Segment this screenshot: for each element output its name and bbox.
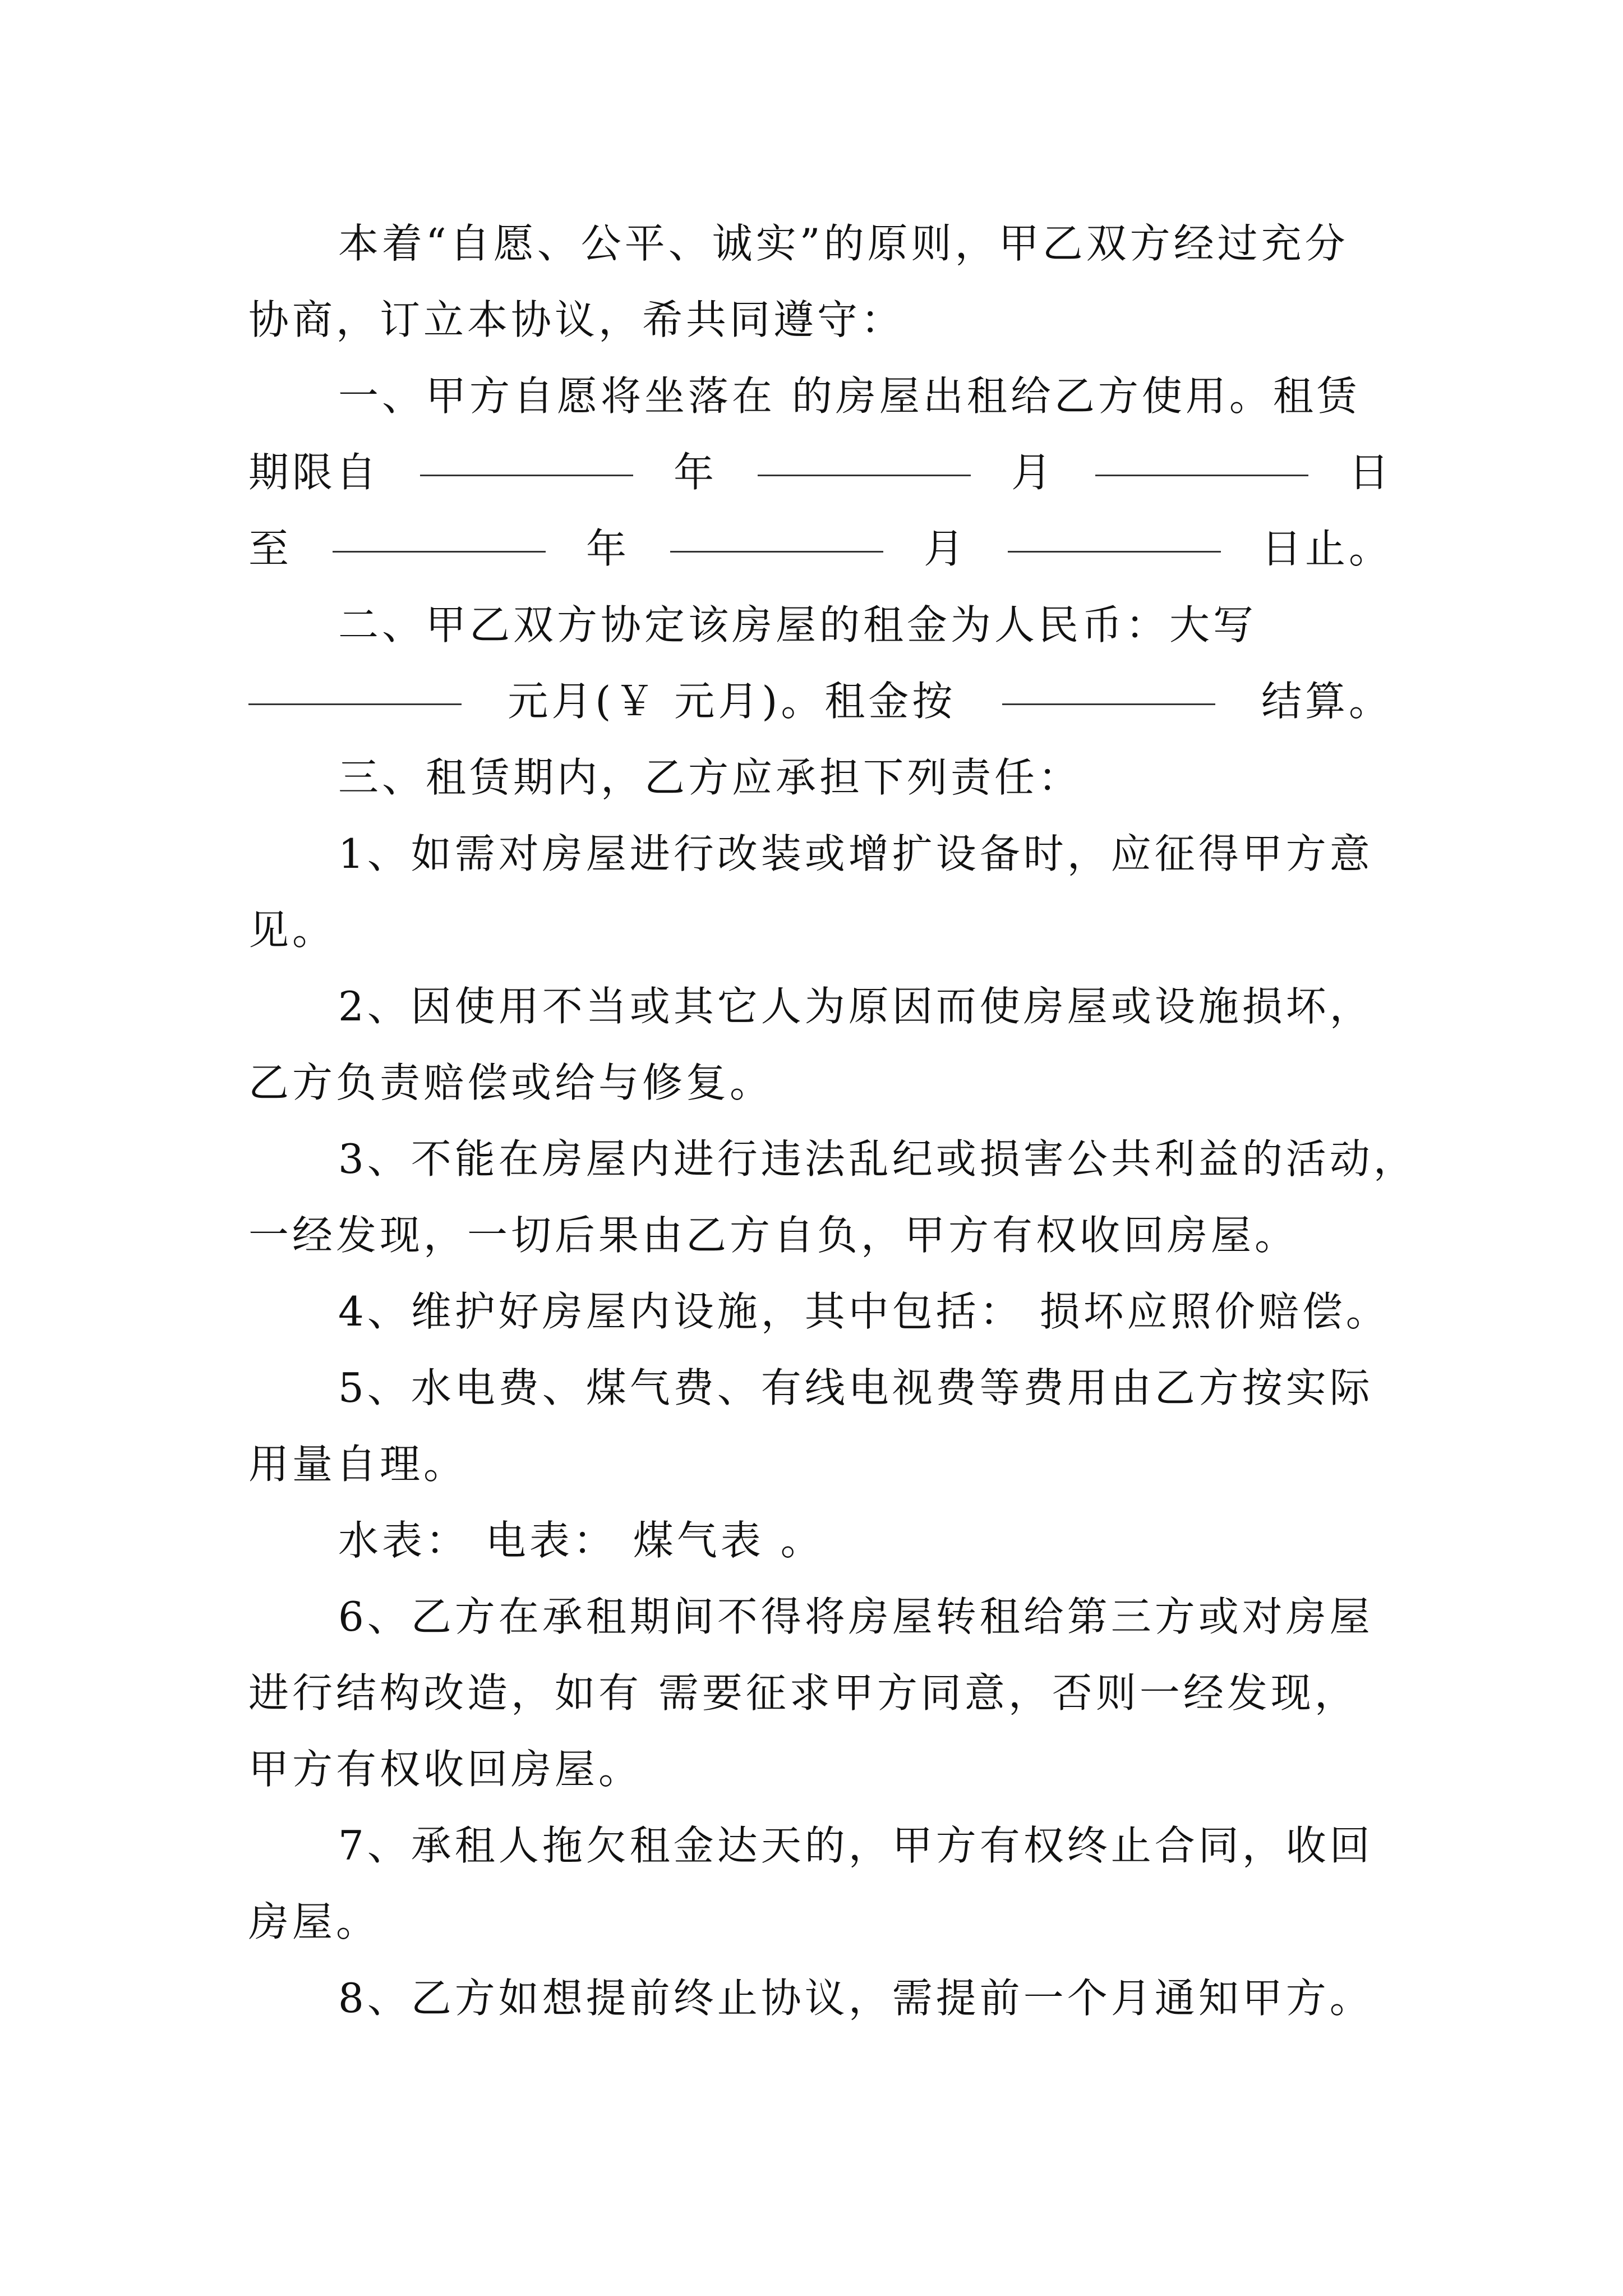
end-day-blank [1008, 510, 1221, 553]
start-month-blank [758, 434, 971, 476]
intro-line-2: 协商，订立本协议，希共同遵守： [248, 296, 905, 343]
start-year-blank [420, 434, 633, 476]
end-year-blank [333, 510, 546, 553]
rent-amount-text: 元月(￥ 元月)。租金按 [508, 678, 956, 725]
item-6-line-1: 6、乙方在承租期间不得将房屋转租给第三方或对房屋 [338, 1593, 1373, 1640]
start-year-label: 年 [673, 449, 717, 496]
end-year-label: 年 [585, 525, 630, 572]
item-8: 8、乙方如想提前终止协议，需提前一个月通知甲方。 [338, 1975, 1373, 2022]
item-1-line-1: 1、如需对房屋进行改装或增扩设备时，应征得甲方意 [338, 830, 1373, 877]
clause-1-line-2 [248, 433, 1393, 512]
item-4: 4、维护好房屋内设施，其中包括： 损坏应照价赔偿。 [338, 1288, 1390, 1335]
lease-end-label: 至 [248, 525, 293, 572]
start-month-label: 月 [1011, 449, 1055, 496]
settlement-label: 结算。 [1261, 678, 1393, 725]
item-1-line-2: 见。 [248, 907, 336, 954]
meters-line: 水表： 电表： 煤气表 。 [338, 1517, 824, 1564]
end-month-label: 月 [923, 525, 967, 572]
item-6-line-3: 甲方有权收回房屋。 [248, 1746, 643, 1793]
clause-1-line-1: 一、甲方自愿将坐落在 的房屋出租给乙方使用。租赁 [338, 372, 1361, 420]
clause-2-line-1: 二、甲乙双方协定该房屋的租金为人民币：大写 [338, 601, 1257, 648]
item-3-line-1: 3、不能在房屋内进行违法乱纪或损害公共利益的活动， [338, 1135, 1417, 1182]
start-day-blank [1095, 434, 1308, 476]
clause-1-line-3 [248, 509, 1393, 588]
end-day-label: 日止。 [1261, 525, 1393, 572]
item-6-line-2: 进行结构改造，如有 需要征求甲方同意，否则一经发现， [248, 1669, 1358, 1717]
start-day-label: 日 [1348, 449, 1393, 496]
item-7-line-2: 房屋。 [248, 1898, 380, 1945]
item-2-line-1: 2、因使用不当或其它人为原因而使房屋或设施损坏， [338, 983, 1373, 1030]
intro-line-1: 本着“自愿、公平、诚实”的原则，甲乙双方经过充分 [338, 220, 1349, 267]
end-month-blank [670, 510, 883, 553]
clause-3-title: 三、租赁期内，乙方应承担下列责任： [338, 754, 1082, 801]
lease-start-label: 期限自 [248, 449, 380, 496]
item-7-line-1: 7、承租人拖欠租金达天的，甲方有权终止合同，收回 [338, 1822, 1373, 1869]
item-2-line-2: 乙方负责赔偿或给与修复。 [248, 1059, 774, 1106]
item-5-line-1: 5、水电费、煤气费、有线电视费等费用由乙方按实际 [338, 1364, 1373, 1411]
settlement-blank [1002, 663, 1215, 705]
item-5-line-2: 用量自理。 [248, 1441, 468, 1488]
item-3-line-2: 一经发现，一切后果由乙方自负，甲方有权收回房屋。 [248, 1212, 1299, 1259]
rent-uppercase-blank [248, 663, 462, 705]
clause-2-line-2 [248, 662, 1393, 740]
